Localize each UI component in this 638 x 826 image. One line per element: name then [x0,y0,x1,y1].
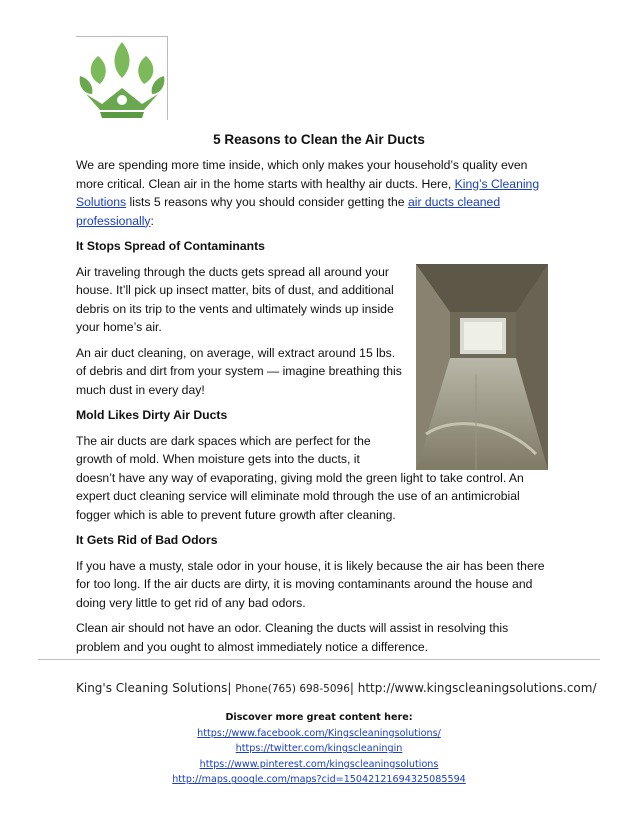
air-ducts-cleaned-link[interactable]: air ducts cleaned professionally [76,195,501,228]
footer-divider [38,659,600,660]
footer-phone: (765) 698-5096 [267,683,350,695]
section-heading: It Gets Rid of Bad Odors [76,533,218,547]
pinterest-link[interactable]: https://www.pinterest.com/kingscleaningsolutions [199,758,439,770]
section-heading: Mold Likes Dirty Air Ducts [76,408,228,422]
footer-website[interactable]: http://www.kingscleaningsolutions.com/ [357,681,597,695]
discover-heading: Discover more great content here: [225,712,413,723]
google-maps-link[interactable]: http://maps.google.com/maps?cid=15042121694325085594 [172,774,466,786]
section-paragraph: An air duct cleaning, on average, will extract around 15 lbs. of debris and dirt from your system — imagine breathing this much dust in every day! [76,345,402,397]
twitter-link[interactable]: https://twitter.com/kingscleaningin [235,743,403,755]
section-paragraph: doesn’t have any way of evaporating, giving mold the green light to take control. An expert duct cleaning service will eliminate mold through the use of an antimicrobial fogger which is able to prevent future growth after cleaning. [76,470,524,522]
intro-text: lists 5 reasons why you should consider getting the [126,195,408,209]
discover-block [0,710,638,788]
intro-paragraph [76,156,546,230]
section-paragraph: If you have a musty, stale odor in your house, it is likely because the air has been there for too long. If the air ducts are dirty, it is moving contaminants around the house and doing very little to get rid of any bad odors. [76,558,545,610]
footer-separator: | [349,681,358,695]
crown-leaf-logo-icon [76,36,168,120]
section-heading: It Stops Spread of Contaminants [76,239,265,253]
intro-text: We are spending more time inside, which only makes your household’s quality even more critical. Clean air in the home starts with healthy air ducts. Here, [76,158,528,191]
kings-cleaning-link[interactable]: King’s Cleaning Solutions [76,176,540,209]
intro-text: : [150,213,154,228]
footer-company: King's Cleaning Solutions [76,681,228,695]
footer-separator: | [227,681,236,695]
article-body [76,156,546,663]
footer-phone-label: Phone [235,683,268,695]
section-paragraph: Air traveling through the ducts gets spread all around your house. It’ll pick up insect matter, bits of dust, and additional debris on its trip to the vents and ultimately winds up inside your home’s air. [76,264,394,334]
section-paragraph: Clean air should not have an odor. Cleaning the ducts will assist in resolving this problem and you ought to almost immediately notice a difference. [76,621,509,654]
footer-contact [76,681,597,695]
section-paragraph: The air ducts are dark spaces which are perfect for the growth of mold. When moisture gets into the ducts, it [76,433,371,466]
facebook-link[interactable]: https://www.facebook.com/Kingscleaningsolutions/ [197,727,441,739]
page-title: 5 Reasons to Clean the Air Ducts [213,132,425,147]
